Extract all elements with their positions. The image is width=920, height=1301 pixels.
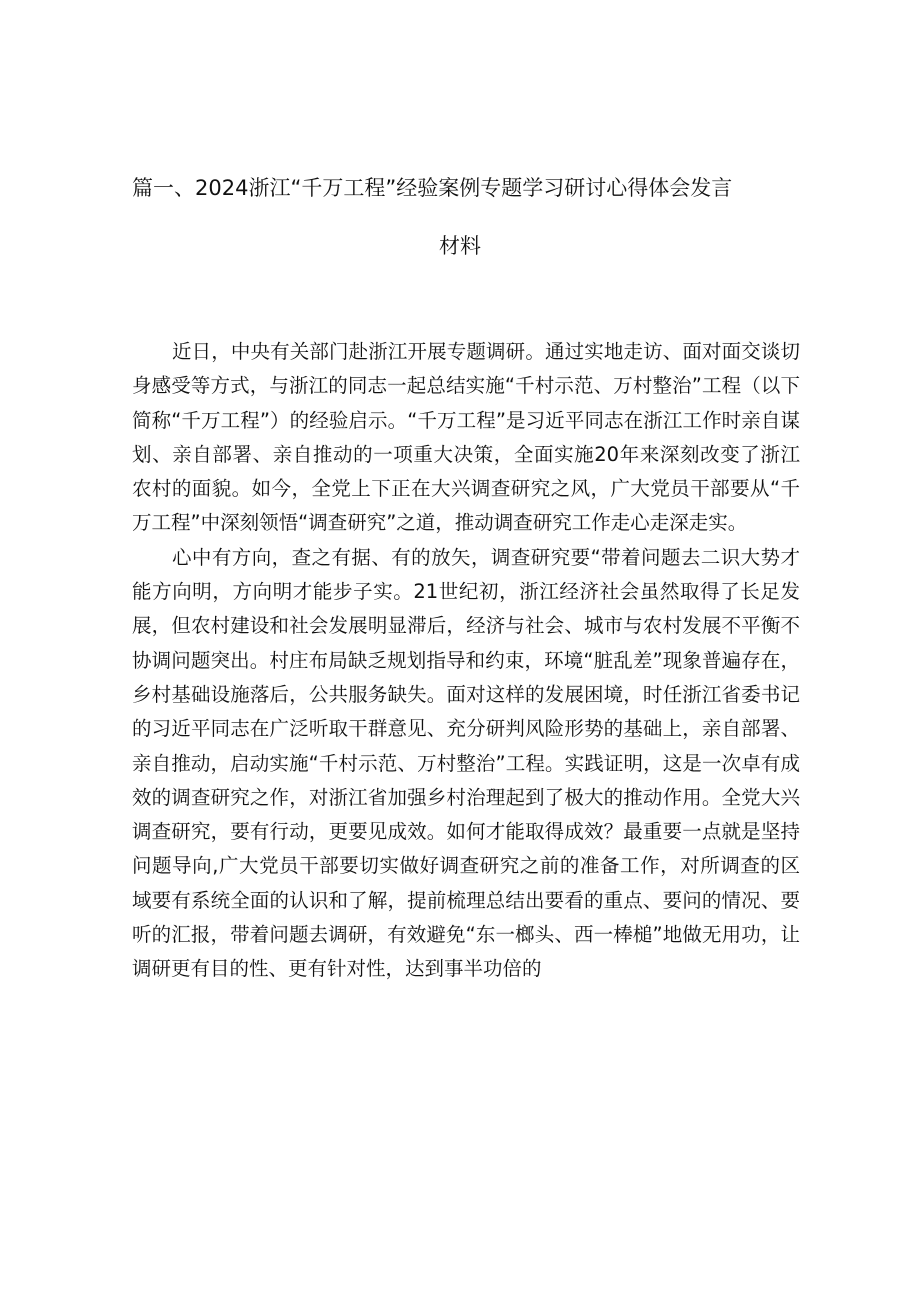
body-paragraph-1: 近日，中央有关部门赴浙江开展专题调研。通过实地走访、面对面交谈切身感受等方式，与浙江的同志一起总结实施“千村示范、万村整治”工程（以下简称“千万工程”）的经验启示。“千万工程”是习近平同志在浙江工作时亲自谋划、亲自部署、亲自推动的一项重大决策，全面实施20年来深刻改变了浙江农村的面貌。如今，全党上下正在大兴调查研究之风，广大党员干部要从“千万工程”中深刻领悟“调查研究”之道，推动调查研究工作走心走深走实。: [132, 340, 800, 535]
document-body: [132, 335, 800, 987]
body-paragraph-2: 心中有方向，查之有据、有的放矢，调查研究要“带着问题去二识大势才能方向明，方向明才能步子实。21世纪初，浙江经济社会虽然取得了长足发展，但农村建设和社会发展明显滞后，经济与社会、城市与农村发展不平衡不协调问题突出。村庄布局缺乏规划指导和约束，环境“脏乱差”现象普遍存在，乡村基础设施落后，公共服务缺失。面对这样的发展困境，时任浙江省委书记的习近平同志在广泛听取干群意见、充分研判风险形势的基础上，亲自部署、亲自推动，启动实施“千村示范、万村整治”工程。实践证明，这是一次卓有成效的调查研究之作，对浙江省加强乡村治理起到了极大的推动作用。全党大兴调查研究，要有行动，更要见成效。如何才能取得成效？最重要一点就是坚持问题导向,广大党员干部要切实做好调查研究之前的准备工作，对所调查的区域要有系统全面的认识和了解，提前梳理总结出要看的重点、要问的情况、要听的汇报，带着问题去调研，有效避免“东一榔头、西一棒槌”地做无用功，让调研更有目的性、更有针对性，达到事半功倍的: [132, 545, 800, 981]
document-title-line-2: 材料: [439, 234, 481, 258]
document-title-line-1: 篇一、2024浙江“千万工程”经验案例专题学习研讨心得体会发言: [132, 176, 733, 200]
